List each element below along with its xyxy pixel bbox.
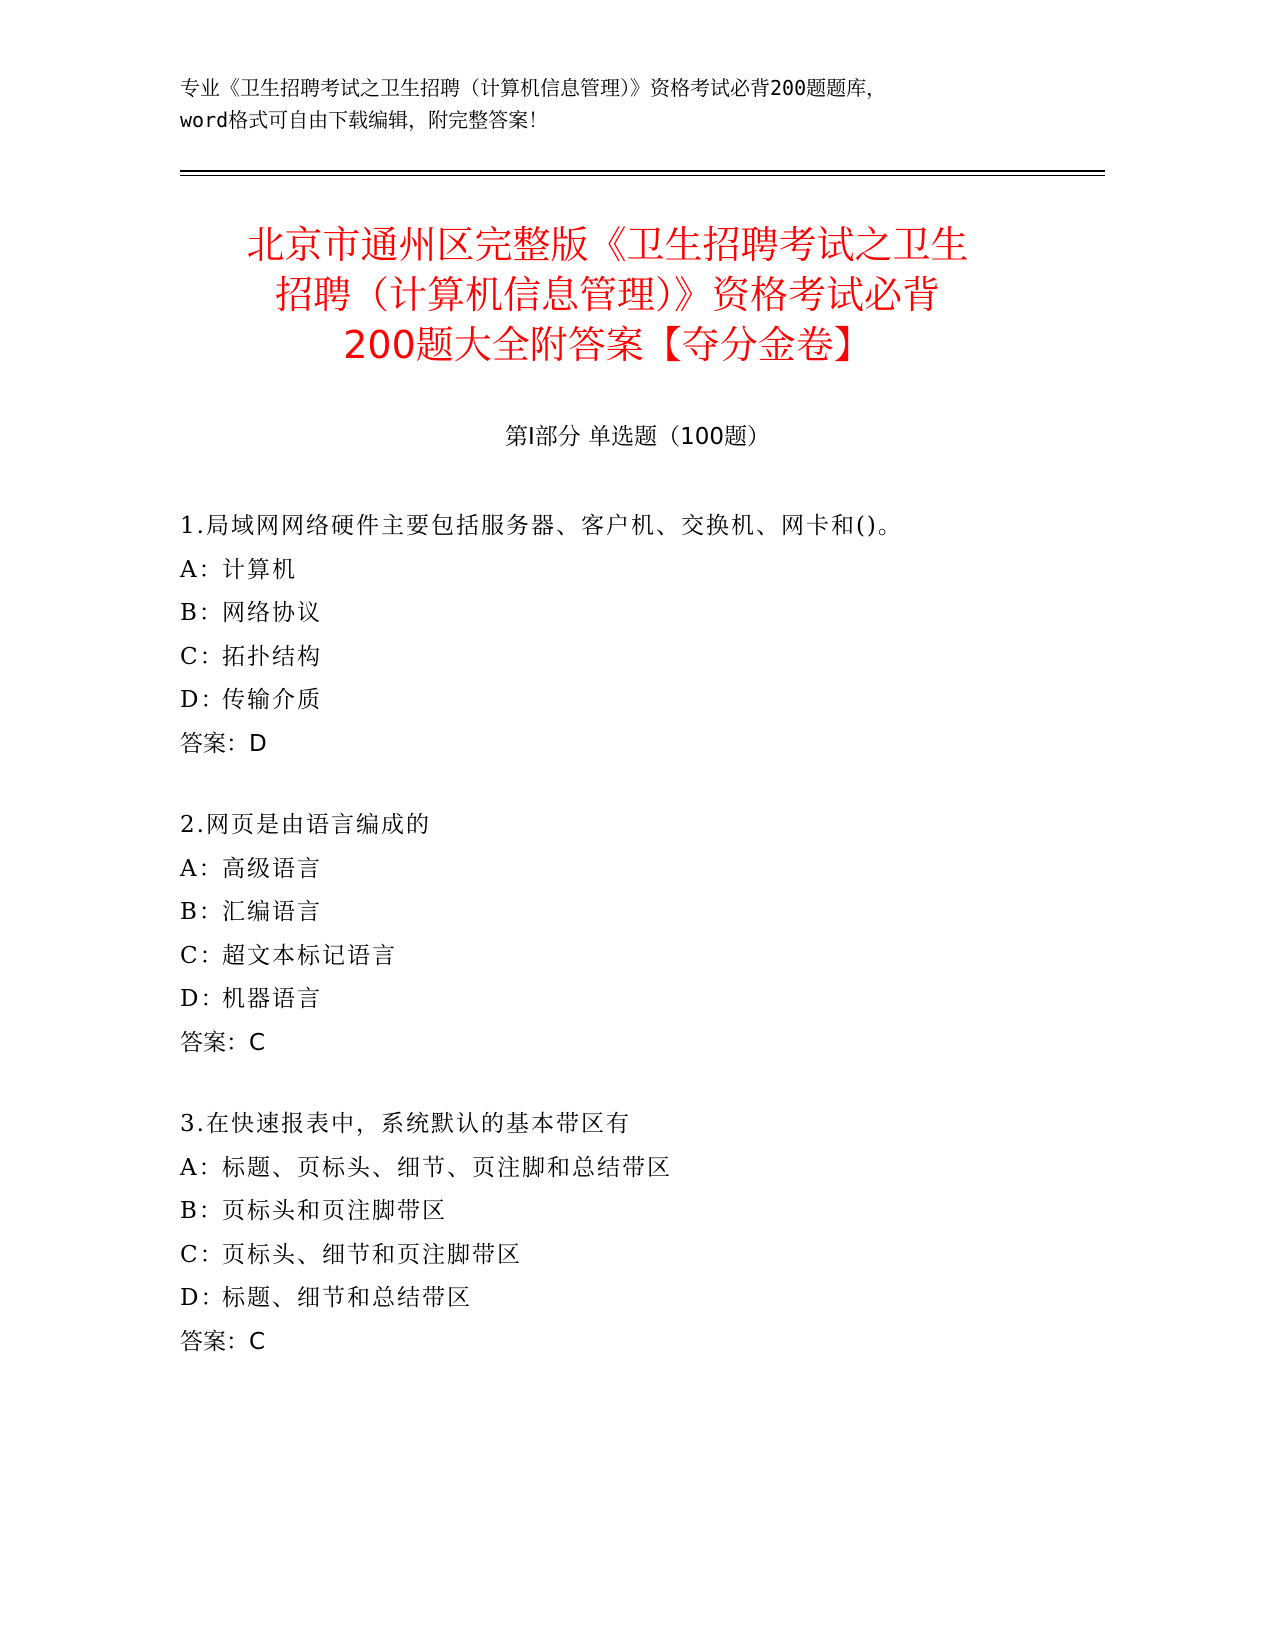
answer-prefix: 答案： <box>180 1328 249 1355</box>
option-text: 页标头和页注脚带区 <box>222 1198 447 1224</box>
answer-prefix: 答案： <box>180 1029 249 1056</box>
option-b <box>180 592 1100 636</box>
option-a <box>180 848 1100 892</box>
question-1 <box>180 505 1100 766</box>
question-stem: 2.网页是由语言编成的 <box>180 812 431 838</box>
option-text: 拓扑结构 <box>222 643 322 670</box>
answer-value: C <box>249 1029 266 1056</box>
option-a <box>180 1147 1100 1191</box>
option-key: B： <box>180 600 224 626</box>
document-title-line-3: 200题大全附答案【夺分金卷】 <box>343 323 872 367</box>
answer-value: D <box>249 730 267 757</box>
option-text: 机器语言 <box>222 986 322 1012</box>
header-note <box>180 72 1100 136</box>
option-c <box>180 636 1100 680</box>
option-key: A： <box>180 556 224 583</box>
option-key: D： <box>180 986 226 1012</box>
option-text: 高级语言 <box>222 855 322 882</box>
question-stem: 1.局域网网络硬件主要包括服务器、客户机、交换机、网卡和()。 <box>180 513 903 539</box>
answer-value: C <box>249 1328 266 1355</box>
option-text: 计算机 <box>222 556 297 583</box>
option-text: 标题、页标头、细节、页注脚和总结带区 <box>222 1154 672 1181</box>
option-text: 页标头、细节和页注脚带区 <box>222 1241 522 1268</box>
answer-prefix: 答案： <box>180 730 249 757</box>
option-b <box>180 891 1100 935</box>
answer <box>180 723 1100 767</box>
option-key: C： <box>180 1241 225 1268</box>
document-title-line-2: 招聘（计算机信息管理）》资格考试必背 <box>274 273 940 317</box>
document-title <box>140 220 1075 370</box>
answer <box>180 1321 1100 1365</box>
option-key: D： <box>180 687 226 713</box>
header-divider-thick <box>180 170 1105 172</box>
option-b <box>180 1190 1100 1234</box>
option-text: 网络协议 <box>222 600 322 626</box>
option-text: 汇编语言 <box>222 899 322 925</box>
option-key: C： <box>180 643 225 670</box>
header-note-line-2: word格式可自由下载编辑，附完整答案！ <box>180 108 549 132</box>
option-key: B： <box>180 1198 224 1224</box>
option-c <box>180 935 1100 979</box>
option-key: D： <box>180 1285 226 1311</box>
document-title-line-1: 北京市通州区完整版《卫生招聘考试之卫生 <box>246 223 969 267</box>
section-heading: 第Ⅰ部分 单选题（100题） <box>505 424 770 450</box>
header-divider-thin <box>180 175 1105 176</box>
option-key: C： <box>180 942 225 969</box>
question-stem: 3.在快速报表中，系统默认的基本带区有 <box>180 1111 631 1137</box>
option-c <box>180 1234 1100 1278</box>
option-d <box>180 978 1100 1022</box>
option-text: 超文本标记语言 <box>222 942 397 969</box>
option-key: B： <box>180 899 224 925</box>
option-d <box>180 679 1100 723</box>
answer <box>180 1022 1100 1066</box>
option-d <box>180 1277 1100 1321</box>
option-a <box>180 549 1100 593</box>
question-3 <box>180 1103 1100 1364</box>
option-text: 传输介质 <box>222 687 322 713</box>
option-key: A： <box>180 1154 224 1181</box>
option-text: 标题、细节和总结带区 <box>222 1285 472 1311</box>
question-list <box>180 505 1100 1402</box>
question-2 <box>180 804 1100 1065</box>
header-note-line-1: 专业《卫生招聘考试之卫生招聘（计算机信息管理）》资格考试必背200题题库， <box>180 76 887 100</box>
option-key: A： <box>180 855 224 882</box>
